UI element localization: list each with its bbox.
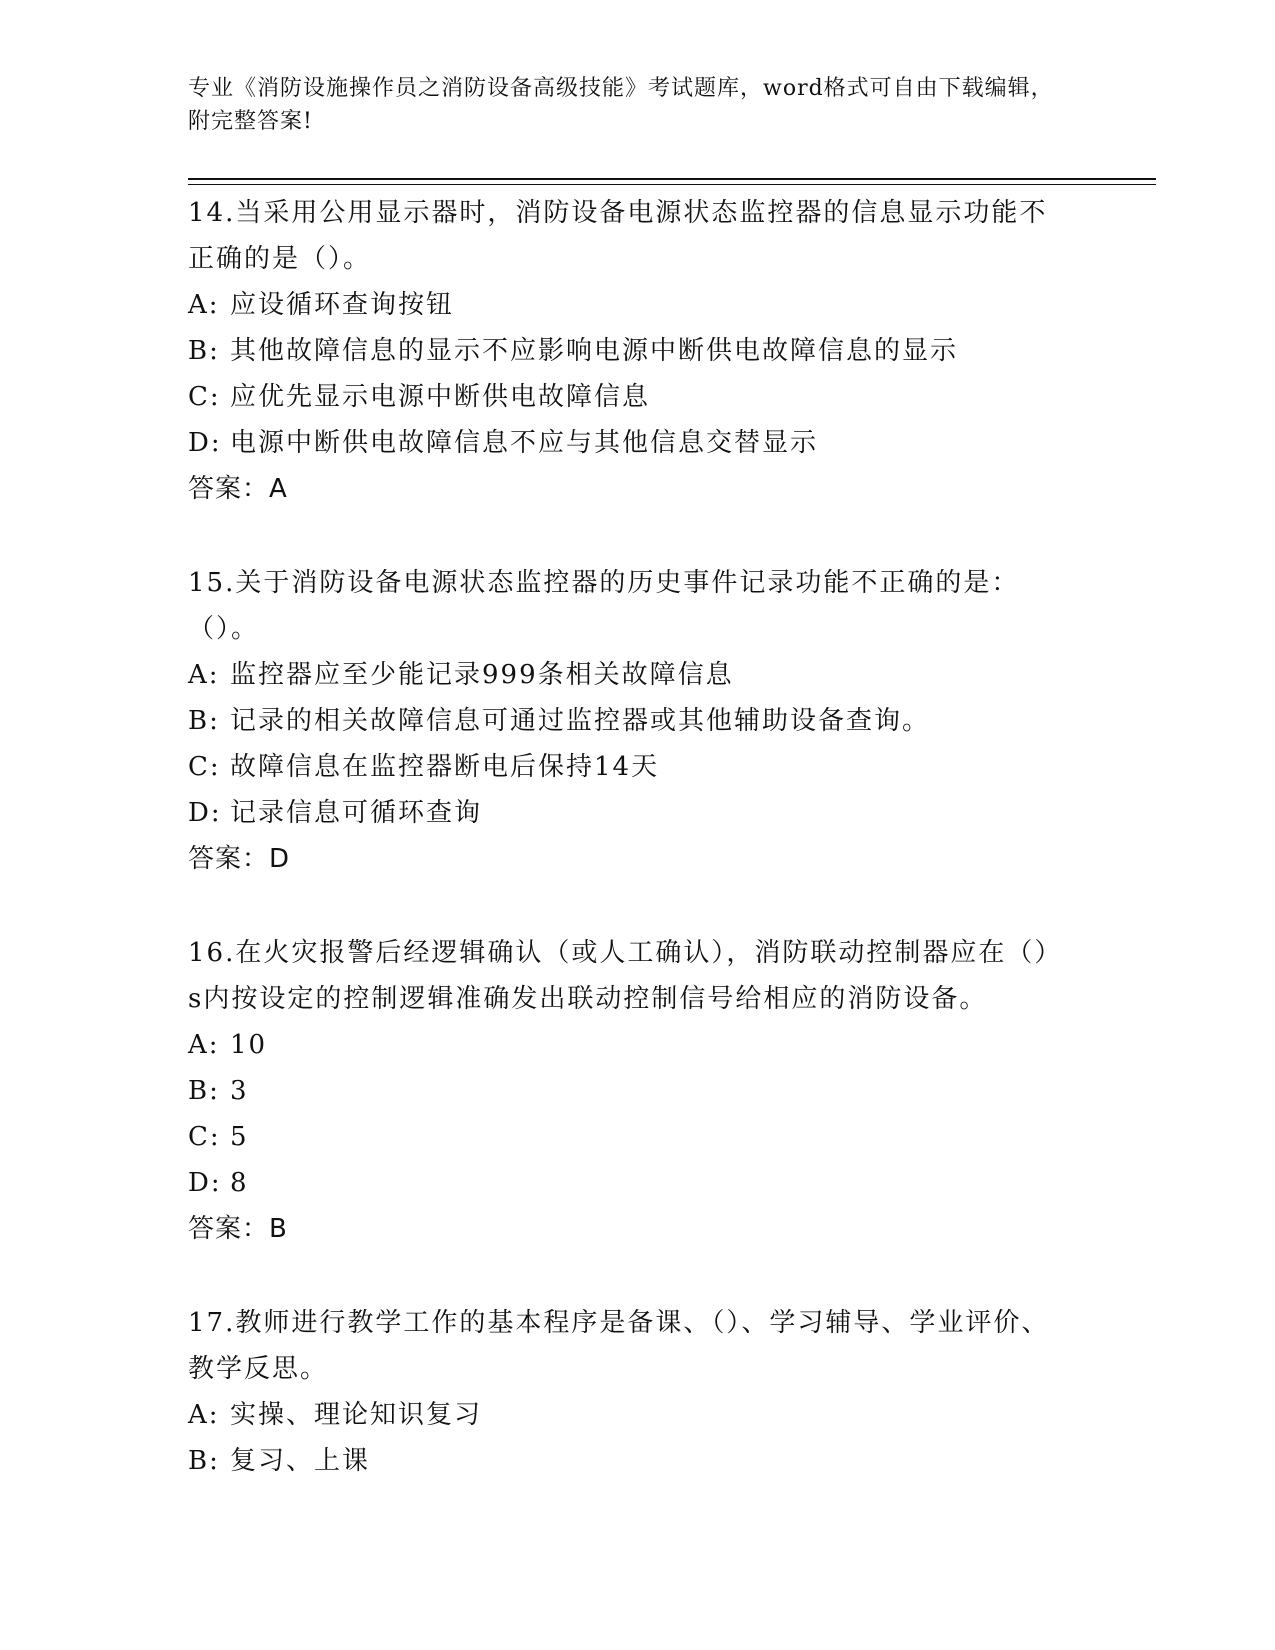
header-divider-thin bbox=[188, 184, 1156, 185]
option-d bbox=[188, 790, 1068, 836]
option-text: 记录的相关故障信息可通过监控器或其他辅助设备查询。 bbox=[230, 706, 931, 736]
option-text: 应优先显示电源中断供电故障信息 bbox=[230, 382, 651, 412]
option-text: 故障信息在监控器断电后保持14天 bbox=[230, 752, 660, 782]
answer-line: 答案：B bbox=[188, 1214, 288, 1244]
option-text: 其他故障信息的显示不应影响电源中断供电故障信息的显示 bbox=[230, 336, 959, 366]
question-15 bbox=[188, 560, 1068, 882]
option-c bbox=[188, 374, 1068, 420]
option-key: C: bbox=[188, 382, 221, 412]
question-stem: 17.教师进行教学工作的基本程序是备课、（）、学习辅导、学业评价、教学反思。 bbox=[188, 1308, 1050, 1384]
option-key: B: bbox=[188, 706, 220, 736]
option-d bbox=[188, 420, 1068, 466]
question-16 bbox=[188, 930, 1068, 1252]
option-key: A: bbox=[188, 660, 220, 690]
question-list bbox=[188, 190, 1068, 1532]
option-key: B: bbox=[188, 336, 220, 366]
option-b bbox=[188, 1068, 1068, 1114]
option-key: A: bbox=[188, 1030, 220, 1060]
option-text: 复习、上课 bbox=[230, 1446, 371, 1476]
option-text: 电源中断供电故障信息不应与其他信息交替显示 bbox=[230, 428, 819, 458]
option-key: B: bbox=[188, 1446, 220, 1476]
option-a bbox=[188, 1392, 1068, 1438]
option-b bbox=[188, 1438, 1068, 1484]
option-text: 记录信息可循环查询 bbox=[230, 798, 483, 828]
option-text: 5 bbox=[230, 1122, 249, 1152]
option-text: 3 bbox=[230, 1076, 249, 1106]
document-header: 专业《消防设施操作员之消防设备高级技能》考试题库，word格式可自由下载编辑，附完整答案! bbox=[188, 76, 1054, 134]
option-d bbox=[188, 1160, 1068, 1206]
option-text: 8 bbox=[230, 1168, 249, 1198]
question-17 bbox=[188, 1300, 1068, 1484]
option-b bbox=[188, 698, 1068, 744]
header-divider-thick bbox=[188, 178, 1156, 180]
option-a bbox=[188, 652, 1068, 698]
option-text: 监控器应至少能记录999条相关故障信息 bbox=[230, 660, 734, 690]
option-a bbox=[188, 1022, 1068, 1068]
option-c bbox=[188, 1114, 1068, 1160]
option-key: D: bbox=[188, 428, 222, 458]
option-c bbox=[188, 744, 1068, 790]
option-text: 应设循环查询按钮 bbox=[230, 290, 455, 320]
option-key: A: bbox=[188, 1400, 220, 1430]
answer-line: 答案：A bbox=[188, 474, 288, 504]
option-text: 实操、理论知识复习 bbox=[230, 1400, 483, 1430]
option-a bbox=[188, 282, 1068, 328]
answer-line: 答案：D bbox=[188, 844, 291, 874]
option-key: D: bbox=[188, 798, 222, 828]
question-stem: 15.关于消防设备电源状态监控器的历史事件记录功能不正确的是：（）。 bbox=[188, 568, 1020, 644]
option-key: D: bbox=[188, 1168, 222, 1198]
question-14 bbox=[188, 190, 1068, 512]
option-key: B: bbox=[188, 1076, 220, 1106]
option-text: 10 bbox=[230, 1030, 268, 1060]
option-b bbox=[188, 328, 1068, 374]
question-stem: 16.在火灾报警后经逻辑确认（或人工确认），消防联动控制器应在（）s内按设定的控制逻辑准确发出联动控制信号给相应的消防设备。 bbox=[188, 938, 1063, 1014]
option-key: A: bbox=[188, 290, 220, 320]
option-key: C: bbox=[188, 1122, 221, 1152]
option-key: C: bbox=[188, 752, 221, 782]
question-stem: 14.当采用公用显示器时，消防设备电源状态监控器的信息显示功能不正确的是（）。 bbox=[188, 198, 1048, 274]
